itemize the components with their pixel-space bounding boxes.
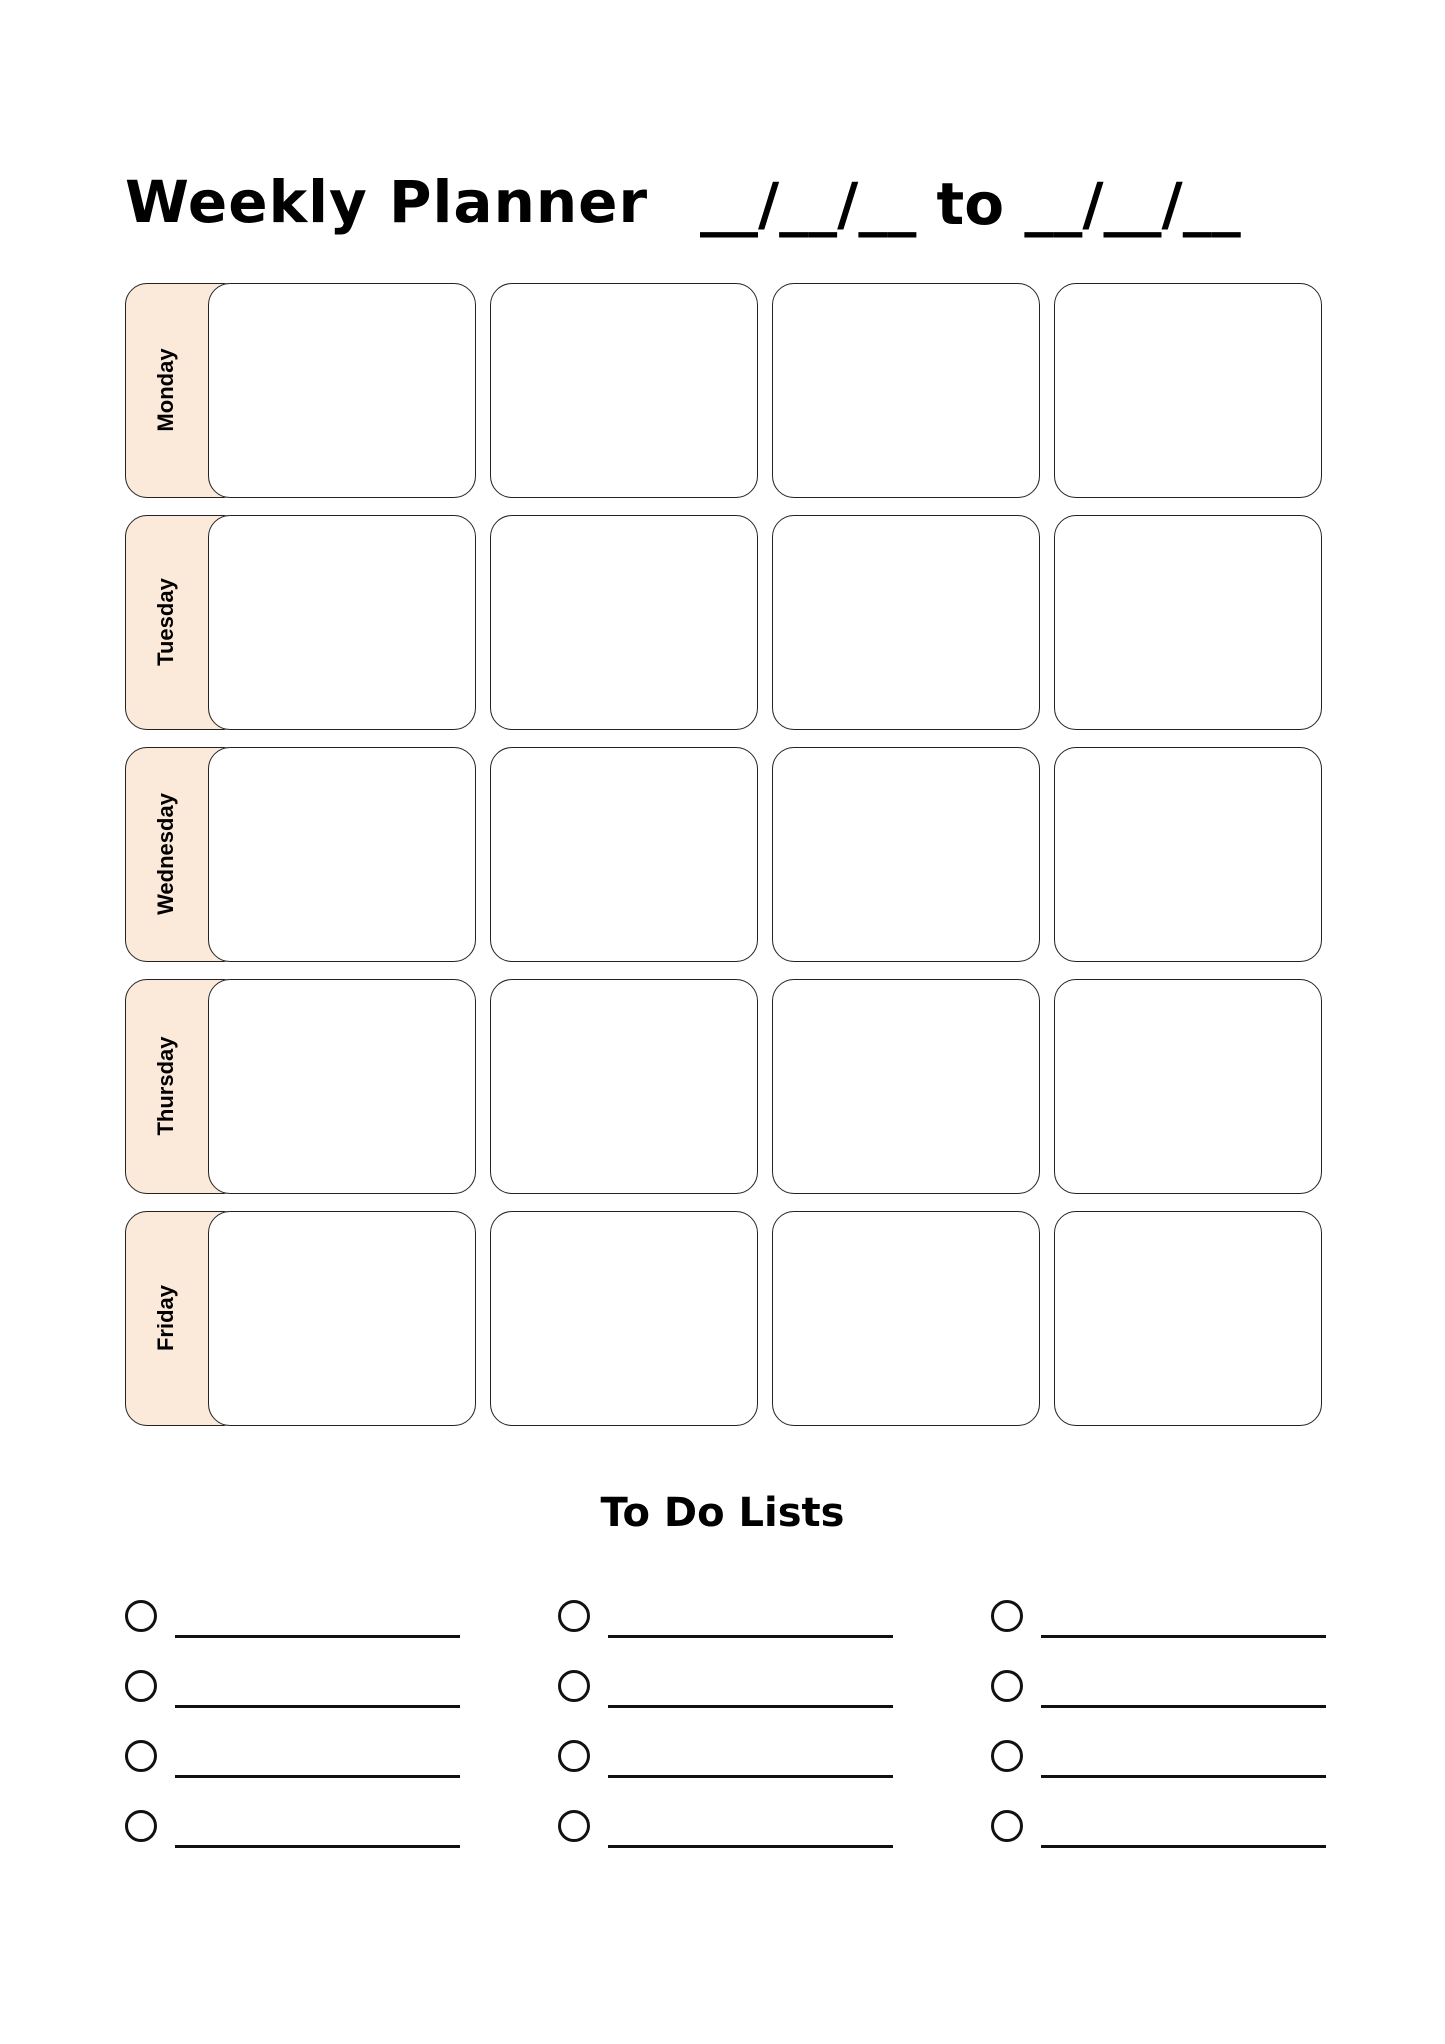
todo-checkbox[interactable] [125,1740,157,1772]
planner-cell[interactable] [1054,1211,1322,1426]
todo-checkbox[interactable] [125,1670,157,1702]
planner-cell[interactable] [490,515,758,730]
planner-cell[interactable] [772,515,1040,730]
planner-cell[interactable] [208,979,476,1194]
todo-line[interactable] [175,1845,460,1848]
planner-cell[interactable] [208,515,476,730]
todo-title: To Do Lists [600,1490,845,1536]
planner-cell[interactable] [208,747,476,962]
date-range: __/__/__ to __/__/__ [700,170,1241,238]
todo-line[interactable] [175,1635,460,1638]
todo-checkbox[interactable] [991,1810,1023,1842]
planner-cell[interactable] [490,747,758,962]
todo-line[interactable] [608,1775,893,1778]
planner-cell[interactable] [1054,515,1322,730]
planner-cell[interactable] [772,979,1040,1194]
todo-checkbox[interactable] [991,1740,1023,1772]
planner-cell[interactable] [208,1211,476,1426]
todo-line[interactable] [1041,1635,1326,1638]
todo-checkbox[interactable] [558,1810,590,1842]
day-label: Wednesday [153,793,178,915]
planner-cell[interactable] [1054,283,1322,498]
page-title: Weekly Planner [125,168,649,236]
todo-checkbox[interactable] [125,1810,157,1842]
day-label: Friday [153,1284,178,1352]
planner-cell[interactable] [1054,979,1322,1194]
todo-checkbox[interactable] [991,1600,1023,1632]
todo-line[interactable] [608,1635,893,1638]
todo-line[interactable] [1041,1845,1326,1848]
todo-checkbox[interactable] [558,1600,590,1632]
todo-checkbox[interactable] [558,1740,590,1772]
planner-cell[interactable] [772,1211,1040,1426]
todo-checkbox[interactable] [991,1670,1023,1702]
todo-line[interactable] [1041,1705,1326,1708]
todo-line[interactable] [175,1775,460,1778]
day-label: Thursday [153,1036,178,1136]
todo-line[interactable] [608,1705,893,1708]
planner-cell[interactable] [208,283,476,498]
todo-checkbox[interactable] [125,1600,157,1632]
todo-checkbox[interactable] [558,1670,590,1702]
planner-cell[interactable] [490,283,758,498]
todo-line[interactable] [175,1705,460,1708]
planner-cell[interactable] [490,979,758,1194]
day-label: Tuesday [153,578,178,666]
planner-cell[interactable] [490,1211,758,1426]
todo-line[interactable] [608,1845,893,1848]
planner-cell[interactable] [772,283,1040,498]
planner-cell[interactable] [772,747,1040,962]
planner-cell[interactable] [1054,747,1322,962]
todo-line[interactable] [1041,1775,1326,1778]
day-label: Monday [153,348,178,432]
